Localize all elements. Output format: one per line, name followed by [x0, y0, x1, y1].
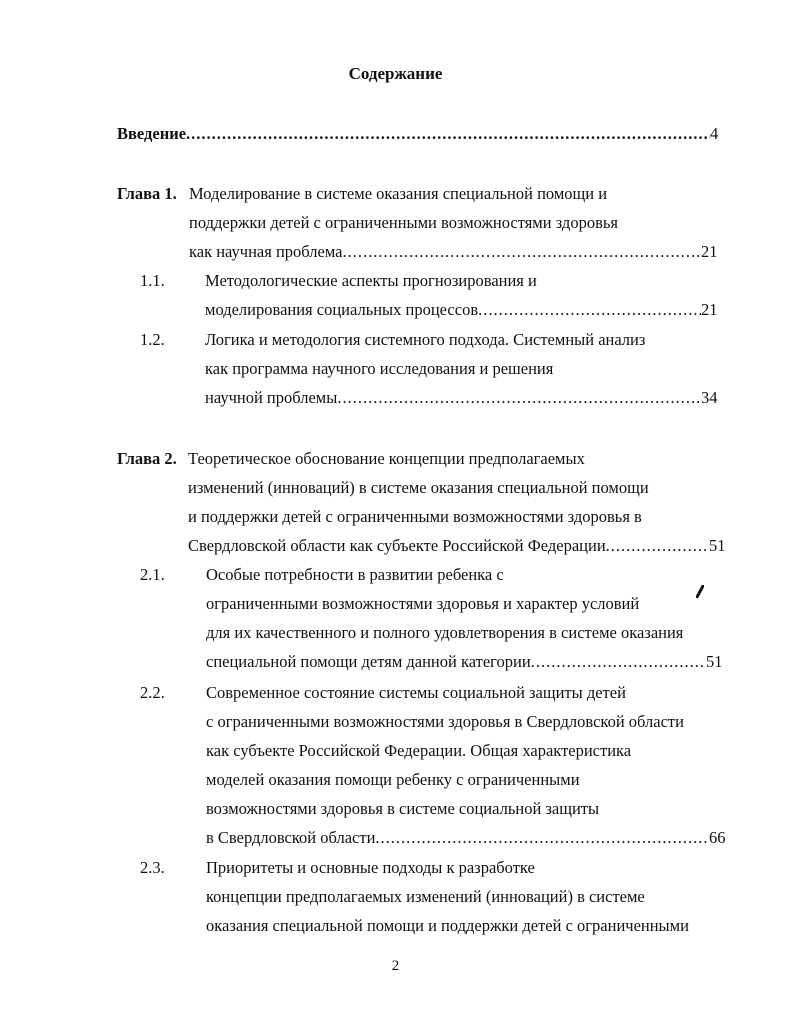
section-1-1-number: 1.1. [140, 271, 165, 290]
dot-leader [375, 828, 709, 848]
section-1-2-number: 1.2. [140, 330, 165, 349]
section-2-2-line: как субъекте Российской Федерации. Общая характеристика [206, 741, 632, 760]
section-1-2-leader [205, 388, 701, 408]
section-1-1-line: моделирования социальных процессов [205, 300, 479, 319]
section-2-2-leader [206, 828, 709, 848]
chapter-2-line: и поддержки детей с ограниченными возможностями здоровья в [188, 507, 642, 526]
section-1-2-line: Логика и методология системного подхода. Системный анализ [205, 330, 646, 349]
dot-leader [531, 652, 706, 672]
section-1-1-page: 21 [701, 300, 718, 319]
section-2-2-page: 66 [709, 828, 726, 847]
section-1-1-line: Методологические аспекты прогнозирования и [205, 271, 537, 290]
chapter-2-leader [188, 536, 709, 556]
chapter-1-line: поддержки детей с ограниченными возможностями здоровья [189, 213, 618, 232]
section-2-3-line: оказания специальной помощи и поддержки детей с ограниченными [206, 916, 689, 935]
dot-leader [343, 242, 702, 262]
section-2-2-line: в Свердловской области [206, 828, 376, 847]
chapter-1-label: Глава 1. [117, 184, 177, 203]
section-2-2-number: 2.2. [140, 683, 165, 702]
section-2-2-line: Современное состояние системы социальной защиты детей [206, 683, 626, 702]
section-2-3-number: 2.3. [140, 858, 165, 877]
chapter-1-line: Моделирование в системе оказания специальной помощи и [189, 184, 608, 203]
section-2-1-number: 2.1. [140, 565, 165, 584]
dot-leader [337, 388, 701, 408]
dot-leader [606, 536, 709, 556]
toc-entry-intro-label: Введение [117, 124, 187, 143]
section-2-2-line: возможностями здоровья в системе социальной защиты [206, 799, 600, 818]
section-2-1-line: ограниченными возможностями здоровья и характер условий [206, 594, 640, 613]
ink-mark [696, 585, 704, 598]
section-1-1-leader [205, 300, 701, 320]
section-1-2-line: как программа научного исследования и решения [205, 359, 554, 378]
section-1-2-line: научной проблемы [205, 388, 338, 407]
dot-leader [186, 124, 710, 144]
page-number: 2 [391, 958, 400, 974]
chapter-2-line: изменений (инноваций) в системе оказания специальной помощи [188, 478, 649, 497]
chapter-2-label: Глава 2. [117, 449, 177, 468]
section-2-1-line: специальной помощи детям данной категории [206, 652, 531, 671]
chapter-1-page: 21 [701, 242, 718, 261]
section-2-2-line: с ограниченными возможностями здоровья в Свердловской области [206, 712, 684, 731]
dot-leader [478, 300, 701, 320]
chapter-2-page: 51 [709, 536, 726, 555]
section-2-1-line: Особые потребности в развитии ребенка с [206, 565, 504, 584]
chapter-2-line: Теоретическое обоснование концепции предполагаемых [188, 449, 585, 468]
toc-entry-intro-page: 4 [710, 124, 719, 143]
chapter-2-line: Свердловской области как субъекте Российской Федерации [188, 536, 606, 555]
chapter-1-leader [189, 242, 701, 262]
section-2-1-page: 51 [706, 652, 723, 671]
chapter-1-line: как научная проблема [189, 242, 343, 261]
section-2-1-line: для их качественного и полного удовлетворения в системе оказания [206, 623, 684, 642]
section-2-2-line: моделей оказания помощи ребенку с ограниченными [206, 770, 580, 789]
toc-entry-intro [117, 124, 710, 144]
section-1-2-page: 34 [701, 388, 718, 407]
section-2-3-line: Приоритеты и основные подходы к разработке [206, 858, 535, 877]
section-2-3-line: концепции предполагаемых изменений (инноваций) в системе [206, 887, 645, 906]
page-title: Содержание [348, 64, 443, 83]
section-2-1-leader [206, 652, 706, 672]
